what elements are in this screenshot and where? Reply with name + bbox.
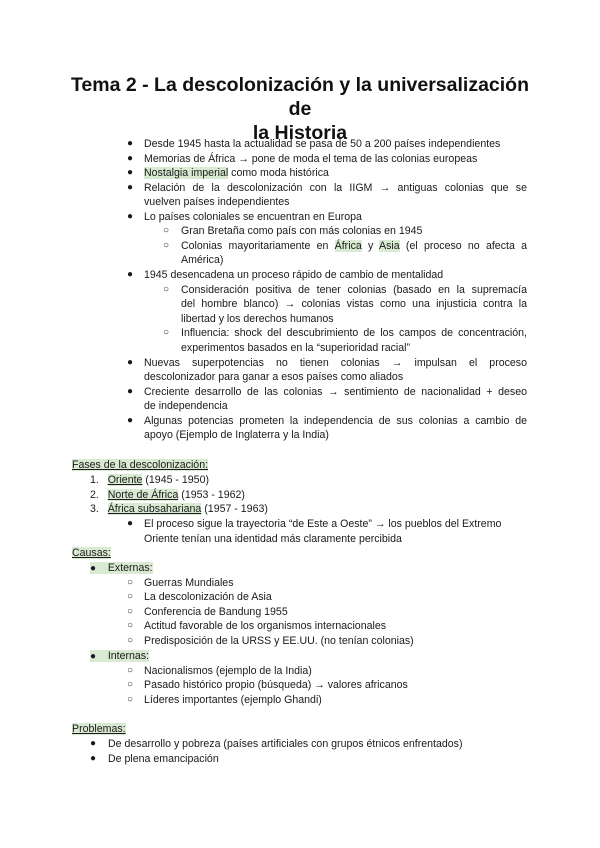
text: como moda histórica — [228, 167, 329, 179]
highlight-asia: Asia — [379, 240, 400, 252]
sub-item: Predisposición de la URSS y EE.UU. (no tenían colonias) — [144, 635, 414, 647]
highlight: Nostalgia imperial — [144, 167, 229, 179]
highlight — [90, 562, 153, 574]
title-line-1: Tema 2 - La descolonización y la universalización de — [70, 74, 530, 120]
list-item: Desde 1945 hasta la actualidad se pasa de 50 a 200 países independientes — [144, 138, 501, 150]
bullet-dot: ● — [127, 357, 134, 368]
bullet-dot: ● — [127, 269, 134, 280]
list-item-line: apoyo (Ejemplo de Inglaterra y la India) — [144, 429, 329, 441]
text: (el proceso no afecta a — [399, 240, 527, 252]
item-dates: (1957 - 1963) — [201, 503, 268, 515]
sub-item-line — [181, 239, 527, 254]
list-item-line: Relación de la descolonización con la IIGM → antiguas colonias que se — [144, 182, 527, 194]
sub-item: Gran Bretaña como país con más colonias en 1945 — [181, 225, 423, 237]
item-dates: (1953 - 1962) — [178, 489, 245, 501]
bullet-dot: ● — [90, 651, 97, 662]
bullet-dot: ● — [127, 167, 134, 178]
sub-item-line: América) — [181, 254, 224, 266]
list-item-line: Oriente tenían una identidad más claramente percibida — [144, 533, 402, 545]
list-item-line: El proceso sigue la trayectoria “de Este a Oeste” → los pueblos del Extremo — [144, 518, 502, 530]
numbered-item — [90, 473, 209, 488]
bullet-dot: ● — [90, 753, 97, 764]
list-item-line: Creciente desarrollo de las colonias → sentimiento de nacionalidad + deseo — [144, 386, 527, 398]
sub-item-line: experimentos basados en la “superioridad racial” — [181, 342, 411, 354]
numbered-item — [90, 502, 268, 517]
highlight-africa: África — [334, 240, 362, 252]
section-heading — [72, 546, 111, 561]
list-item: De desarrollo y pobreza (países artificiales con grupos étnicos enfrentados) — [108, 738, 463, 750]
bullet-dot: ● — [127, 386, 134, 397]
sub-item: Nacionalismos (ejemplo de la India) — [144, 665, 312, 677]
bullet-circle: ○ — [163, 327, 170, 338]
list-item-line: Nuevas superpotencias no tienen colonias → impulsan el proceso — [144, 357, 527, 369]
list-item-line: descolonizador para ganar a esos países como aliados — [144, 371, 404, 383]
sub-item-line: Consideración positiva de tener colonias (basado en la supremacía — [181, 284, 527, 296]
sub-item-line: Influencia: shock del descubrimiento de los campos de concentración, — [181, 327, 527, 339]
bullet-dot: ● — [90, 738, 97, 749]
bullet-dot: ● — [127, 415, 134, 426]
heading-text: Causas: — [72, 547, 111, 559]
sub-item: Pasado histórico propio (búsqueda) → valores africanos — [144, 679, 408, 691]
heading-text: Problemas: — [72, 723, 126, 735]
list-item: 1945 desencadena un proceso rápido de cambio de mentalidad — [144, 269, 444, 281]
bullet-dot: ● — [127, 211, 134, 222]
bullet-dot: ● — [127, 153, 134, 164]
highlight — [90, 650, 149, 662]
sub-item: Conferencia de Bandung 1955 — [144, 606, 288, 618]
bullet-dot: ● — [127, 182, 134, 193]
bullet-dot: ● — [127, 138, 134, 149]
bullet-circle: ○ — [127, 606, 134, 617]
text: y — [361, 240, 380, 252]
list-item-line: de independencia — [144, 400, 228, 412]
bullet-circle: ○ — [163, 225, 170, 236]
bullet-circle: ○ — [127, 635, 134, 646]
bullet-circle: ○ — [127, 679, 134, 690]
item-name: Norte de África — [107, 489, 179, 501]
list-item: Memorias de África → pone de moda el tema de las colonias europeas — [144, 153, 478, 165]
text: Externas: — [107, 562, 153, 574]
numbered-item — [90, 488, 245, 503]
item-name: África subsahariana — [107, 503, 202, 515]
heading-text: Fases de la descolonización: — [72, 459, 209, 471]
sub-item-line: del hombre blanco) → colonias vistas como una injusticia contra la — [181, 298, 527, 310]
bullet-circle: ○ — [127, 665, 134, 676]
item-number: 3. — [90, 503, 99, 515]
text: Internas: — [107, 650, 150, 662]
bullet-dot: ● — [127, 518, 134, 529]
list-item — [144, 166, 329, 181]
section-heading — [72, 722, 126, 737]
list-item: De plena emancipación — [108, 753, 219, 765]
item-name: Oriente — [107, 474, 143, 486]
sub-item: La descolonización de Asia — [144, 591, 272, 603]
bullet-circle: ○ — [127, 577, 134, 588]
sub-item: Actitud favorable de los organismos internacionales — [144, 620, 387, 632]
category-label — [90, 649, 149, 665]
list-item: Lo países coloniales se encuentran en Europa — [144, 211, 362, 223]
page-title — [60, 73, 540, 145]
bullet-circle: ○ — [127, 591, 134, 602]
item-number: 2. — [90, 489, 99, 501]
item-number: 1. — [90, 474, 99, 486]
section-heading — [72, 458, 208, 473]
list-item-line: vuelven países independientes — [144, 196, 290, 208]
bullet-circle: ○ — [127, 620, 134, 631]
list-item-line: Algunas potencias prometen la independencia de sus colonias a cambio de — [144, 415, 527, 427]
sub-item: Líderes importantes (ejemplo Ghandi) — [144, 694, 322, 706]
bullet-dot: ● — [90, 563, 97, 574]
sub-item: Guerras Mundiales — [144, 577, 234, 589]
sub-item-line: libertad y los derechos humanos — [181, 313, 334, 325]
bullet-circle: ○ — [127, 694, 134, 705]
bullet-circle: ○ — [163, 284, 170, 295]
bullet-circle: ○ — [163, 240, 170, 251]
text: Colonias mayoritariamente en — [181, 240, 335, 252]
category-label — [90, 561, 153, 577]
title-line-2: la Historia — [252, 122, 348, 144]
item-dates: (1945 - 1950) — [142, 474, 209, 486]
